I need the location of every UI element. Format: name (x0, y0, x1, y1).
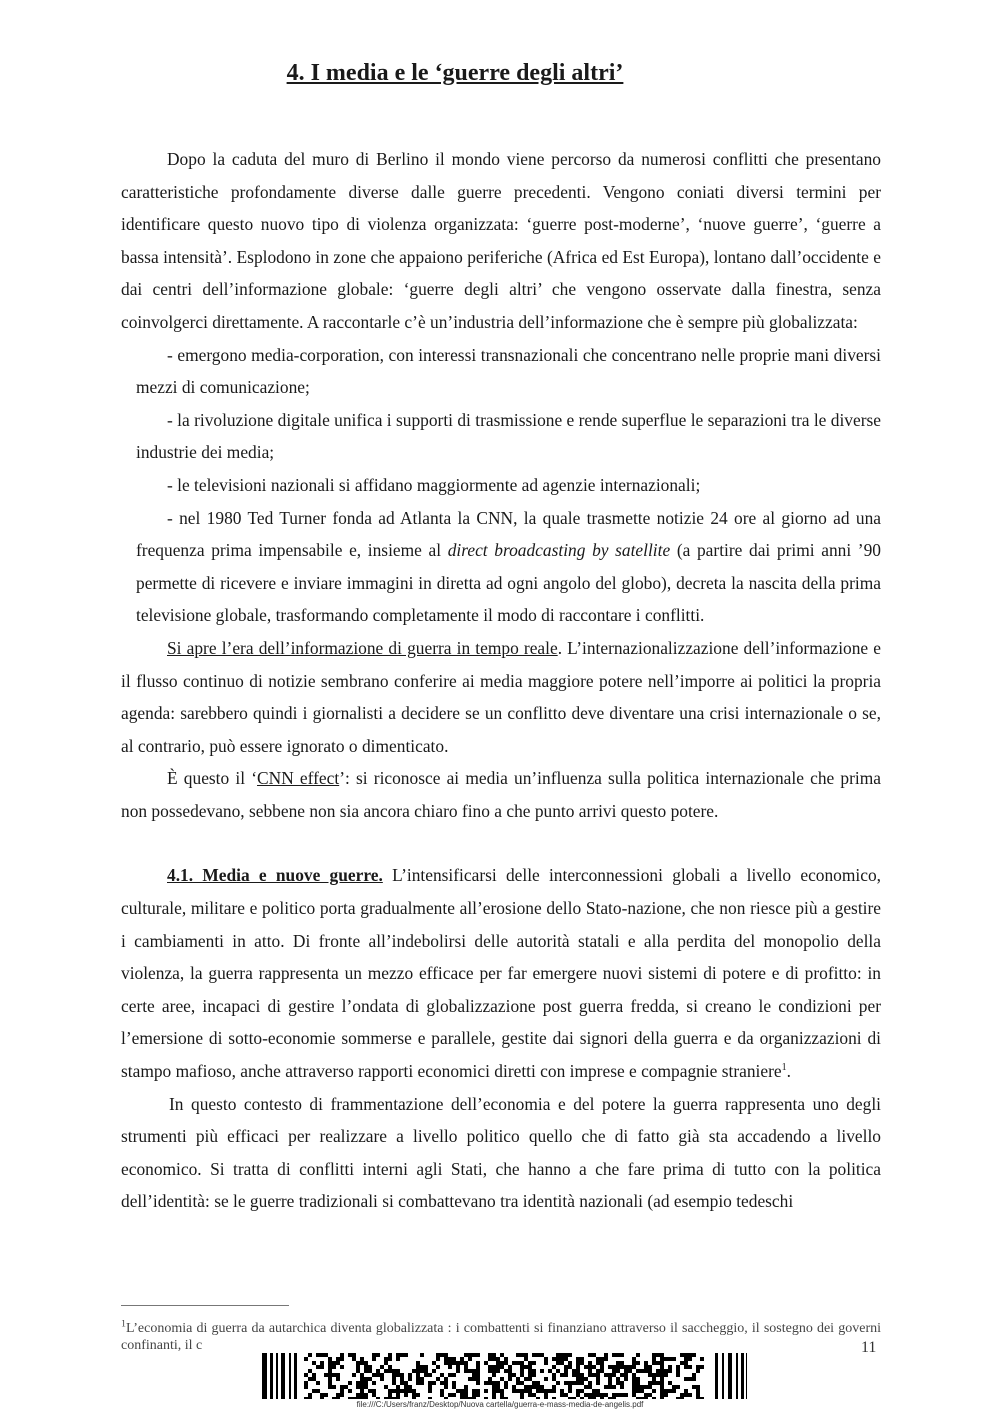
paragraph-new-wars (121, 859, 881, 1087)
barcode-image (262, 1353, 747, 1399)
paragraph-intro: Dopo la caduta del muro di Berlino il mondo viene percorso da numerosi conflitti che presentano caratteristiche profondamente diverse dalle guerre precedenti. Vengono coniati diversi termini per identificare questo nuovo tipo di violenza organizzata: ‘guerre post-moderne’, ‘nuove guerre’, ‘guerre a bassa intensità’. Esplodono in zone che appaiono periferiche (Africa ed Est Europa), lontano dall’occidente e dai centri dell’informazione globale: ‘guerre degli altri’ che vengono osservate dalla finestra, senza coinvolgerci direttamente. A raccontarle c’è un’industria dell’informazione che è sempre più globalizzata: (121, 149, 881, 332)
underlined-phrase-real-time: Si apre l’era dell’informazione di guerra in tempo reale (167, 637, 558, 658)
footnote-divider (121, 1305, 289, 1306)
file-path: file:///C:/Users/franz/Desktop/Nuova cartella/guerra-e-mass-media-de-angelis.pdf (356, 1400, 644, 1409)
bullet-item-media-corporation: - emergono media-corporation, con interessi transnazionali che concentrano nelle proprie mani diversi mezzi di comunicazione; (136, 344, 881, 398)
body-text (121, 143, 881, 1218)
cnn-effect-text-end: ’: si riconosce ai media un’influenza sulla politica internazionale che prima non possedevano, sebbene non sia ancora chiaro fino a che punto arrivi questo potere. (121, 768, 881, 821)
underlined-term-cnn-effect: CNN effect (257, 768, 340, 789)
paragraph-real-time (121, 632, 881, 762)
subsection-heading: 4.1. Media e nuove guerre. (167, 865, 383, 886)
page-title: 4. I media e le ‘guerre degli altri’ (286, 60, 624, 86)
footnote (121, 1320, 881, 1354)
bullet-cnn-text-start: - nel 1980 Ted Turner fonda ad Atlanta la CNN, la quale trasmette notizie 24 ore al giorno ad una frequenza prima impensabile e, insieme al (136, 507, 881, 561)
section-spacer (121, 827, 881, 859)
bullet-cnn-text-end: (a partire dai primi anni ’90 permette di ricevere e inviare immagini in diretta ad ogni angolo del globo), decreta la nascita della prima televisione globale, trasformando completamente il modo di raccontare i conflitti. (136, 540, 881, 626)
bullet-item-cnn (136, 502, 881, 632)
paragraph-cnn-effect (121, 762, 881, 827)
bullet-cnn-italic-term: direct broadcasting by satellite (447, 540, 671, 561)
paragraph-fragmentation: In questo contesto di frammentazione dell’economia e del potere la guerra rappresenta uno degli strumenti più efficaci per realizzare a livello politico quello che di fatto già sta accadendo a livello economico. Si tratta di conflitti interni agli Stati, che hanno a che fare prima di tutto con la politica dell’identità: se le guerre tradizionali si combattevano tra identità nazionali (ad esempio tedeschi (121, 1093, 881, 1212)
paragraph-new-wars-text: L’intensificarsi delle interconnessioni globali a livello economico, culturale, militare e politico porta gradualmente all’erosione dello Stato-nazione, che non riesce più a gestire i cambiamenti in atto. Di fronte all’indebolirsi delle autorità statali e alla perdita del monopolio della violenza, la guerra rappresenta un mezzo efficace per far emergere nuovi sistemi di potere e di profitto: in certe aree, incapaci di gestire l’ondata di globalizzazione post guerra fredda, si creano le condizioni per l’emersione di sotto-economie sommerse e parallele, gestite dai signori della guerra e da organizzazioni di stampo mafioso, anche attraverso rapporti economici diretti con imprese e compagnie straniere (121, 865, 882, 1082)
footnote-mark: 1 (121, 1320, 126, 1330)
footnote-text: L’economia di guerra da autarchica diventa globalizzata : i combattenti si finanziano attraverso il saccheggio, il sostegno dei governi confinanti, il c (121, 1321, 881, 1353)
bullet-item-digital-revolution: - la rivoluzione digitale unifica i supporti di trasmissione e rende superflue le separazioni tra le diverse industrie dei media; (136, 409, 881, 463)
paragraph-new-wars-end: . (786, 1061, 791, 1082)
page-number: 11 (861, 1339, 877, 1356)
paragraph-real-time-rest: . L’internazionalizzazione dell’informazione e il flusso continuo di notizie sembrano conferire ai media maggiore potere nell’imporre ai politici la propria agenda: sarebbero quindi i giornalisti a decidere se un conflitto deve diventare una crisi internazionale o se, al contrario, può essere ignorato o dimenticato. (121, 637, 881, 756)
footnote-reference[interactable]: 1 (781, 1062, 787, 1074)
bullet-item-national-tv: - le televisioni nazionali si affidano maggiormente ad agenzie internazionali; (167, 474, 701, 495)
cnn-effect-text-start: È questo il ‘ (167, 768, 258, 789)
